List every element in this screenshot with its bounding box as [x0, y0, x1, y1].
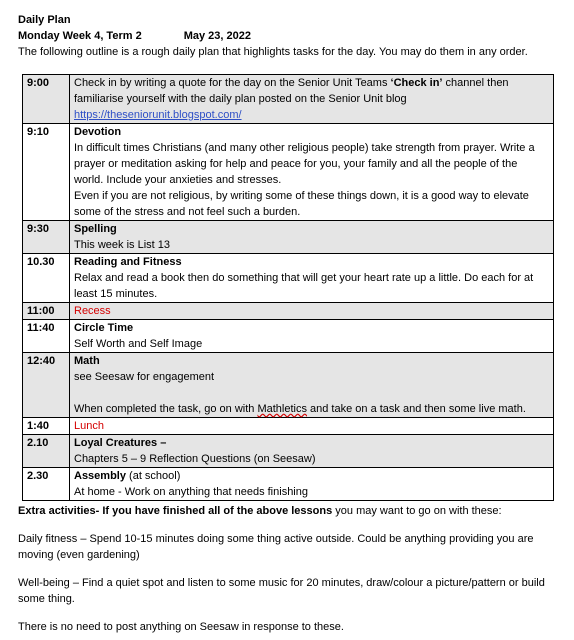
table-row	[23, 353, 554, 418]
task-text: This week is List 13	[74, 239, 170, 251]
wellbeing-text: Well-being – Find a quiet spot and listen to some music for 20 minutes, draw/colour a picture/pattern or build some thing.	[18, 577, 545, 605]
extras-heading	[18, 503, 556, 519]
task-cell	[70, 468, 554, 501]
task-text: Even if you are not religious, by writing some of these things down, it is a good way to elevate some of the stress and not feel such a burden.	[74, 190, 529, 218]
blank-line	[74, 385, 549, 401]
task-cell	[70, 254, 554, 303]
time-cell: 11:40	[23, 320, 70, 353]
time-cell: 11:00	[23, 303, 70, 320]
table-row	[23, 303, 554, 320]
task-text: Self Worth and Self Image	[74, 338, 203, 350]
task-cell	[70, 418, 554, 435]
task-title: Devotion	[74, 126, 122, 138]
task-title: Spelling	[74, 223, 117, 235]
table-row	[23, 418, 554, 435]
time-cell: 2.10	[23, 435, 70, 468]
task-cell	[70, 353, 554, 418]
task-text: see Seesaw for engagement	[74, 371, 215, 383]
task-title: Assembly	[74, 470, 126, 482]
date-label: May 23, 2022	[183, 30, 251, 42]
week-date-line	[18, 28, 556, 44]
page-title: Daily Plan	[18, 14, 71, 26]
time-cell: 9:10	[23, 124, 70, 221]
extras-heading-bold: Extra activities- If you have finished all of the above lessons	[18, 505, 333, 517]
table-row	[23, 435, 554, 468]
task-text: familiarise yourself with the daily plan posted on the Senior Unit blog	[74, 93, 407, 105]
task-text: Relax and read a book then do something that will get your heart rate up a little. Do each for at least 15 minutes.	[74, 272, 534, 300]
task-title-suffix: (at school)	[125, 470, 181, 482]
task-title: Math	[74, 355, 100, 367]
table-row	[23, 124, 554, 221]
table-row	[23, 320, 554, 353]
channel-name: ‘Check in’	[390, 77, 443, 89]
task-text: Check in by writing a quote for the day on the Senior Unit Teams	[74, 77, 391, 89]
schedule-table	[22, 74, 554, 501]
table-row	[23, 75, 554, 124]
table-row	[23, 221, 554, 254]
task-text: Chapters 5 – 9 Reflection Questions (on Seesaw)	[74, 453, 316, 465]
table-row	[23, 468, 554, 501]
intro-text: The following outline is a rough daily plan that highlights tasks for the day. You may do them in any order.	[18, 46, 528, 58]
break-label: Lunch	[74, 420, 104, 432]
fitness-text: Daily fitness – Spend 10-15 minutes doing some thing active outside. Could be anything providing you are moving (even gardening)	[18, 533, 534, 561]
task-title: Reading and Fitness	[74, 256, 182, 268]
task-cell	[70, 124, 554, 221]
time-cell: 10.30	[23, 254, 70, 303]
task-cell	[70, 320, 554, 353]
task-cell	[70, 435, 554, 468]
table-row	[23, 254, 554, 303]
task-text: In difficult times Christians (and many other religious people) take strength from prayer. Write a prayer or meditation asking for help and peace for you, your family and all the people of the world. Include your anxieties and stresses.	[74, 142, 535, 186]
seesaw-note: There is no need to post anything on Seesaw in response to these.	[18, 621, 344, 633]
blog-link[interactable]: https://theseniorunit.blogspot.com/	[74, 109, 242, 121]
task-cell	[70, 75, 554, 124]
task-cell	[70, 303, 554, 320]
mathletics-word: Mathletics	[257, 403, 307, 415]
time-cell: 1:40	[23, 418, 70, 435]
task-text	[74, 401, 549, 417]
break-label: Recess	[74, 305, 111, 317]
task-text-part: When completed the task, go on with	[74, 403, 258, 415]
task-text-part: and take on a task and then some live math.	[306, 403, 526, 415]
task-title: Circle Time	[74, 322, 134, 334]
task-title: Loyal Creatures –	[74, 437, 167, 449]
time-cell: 12:40	[23, 353, 70, 418]
task-title-line	[74, 468, 549, 484]
task-cell	[70, 221, 554, 254]
time-cell: 9:30	[23, 221, 70, 254]
time-cell: 9:00	[23, 75, 70, 124]
time-cell: 2.30	[23, 468, 70, 501]
week-label: Monday Week 4, Term 2	[18, 30, 142, 42]
task-text: At home - Work on anything that needs finishing	[74, 486, 308, 498]
extras-heading-rest: you may want to go on with these:	[332, 505, 502, 517]
task-text: channel then	[442, 77, 509, 89]
